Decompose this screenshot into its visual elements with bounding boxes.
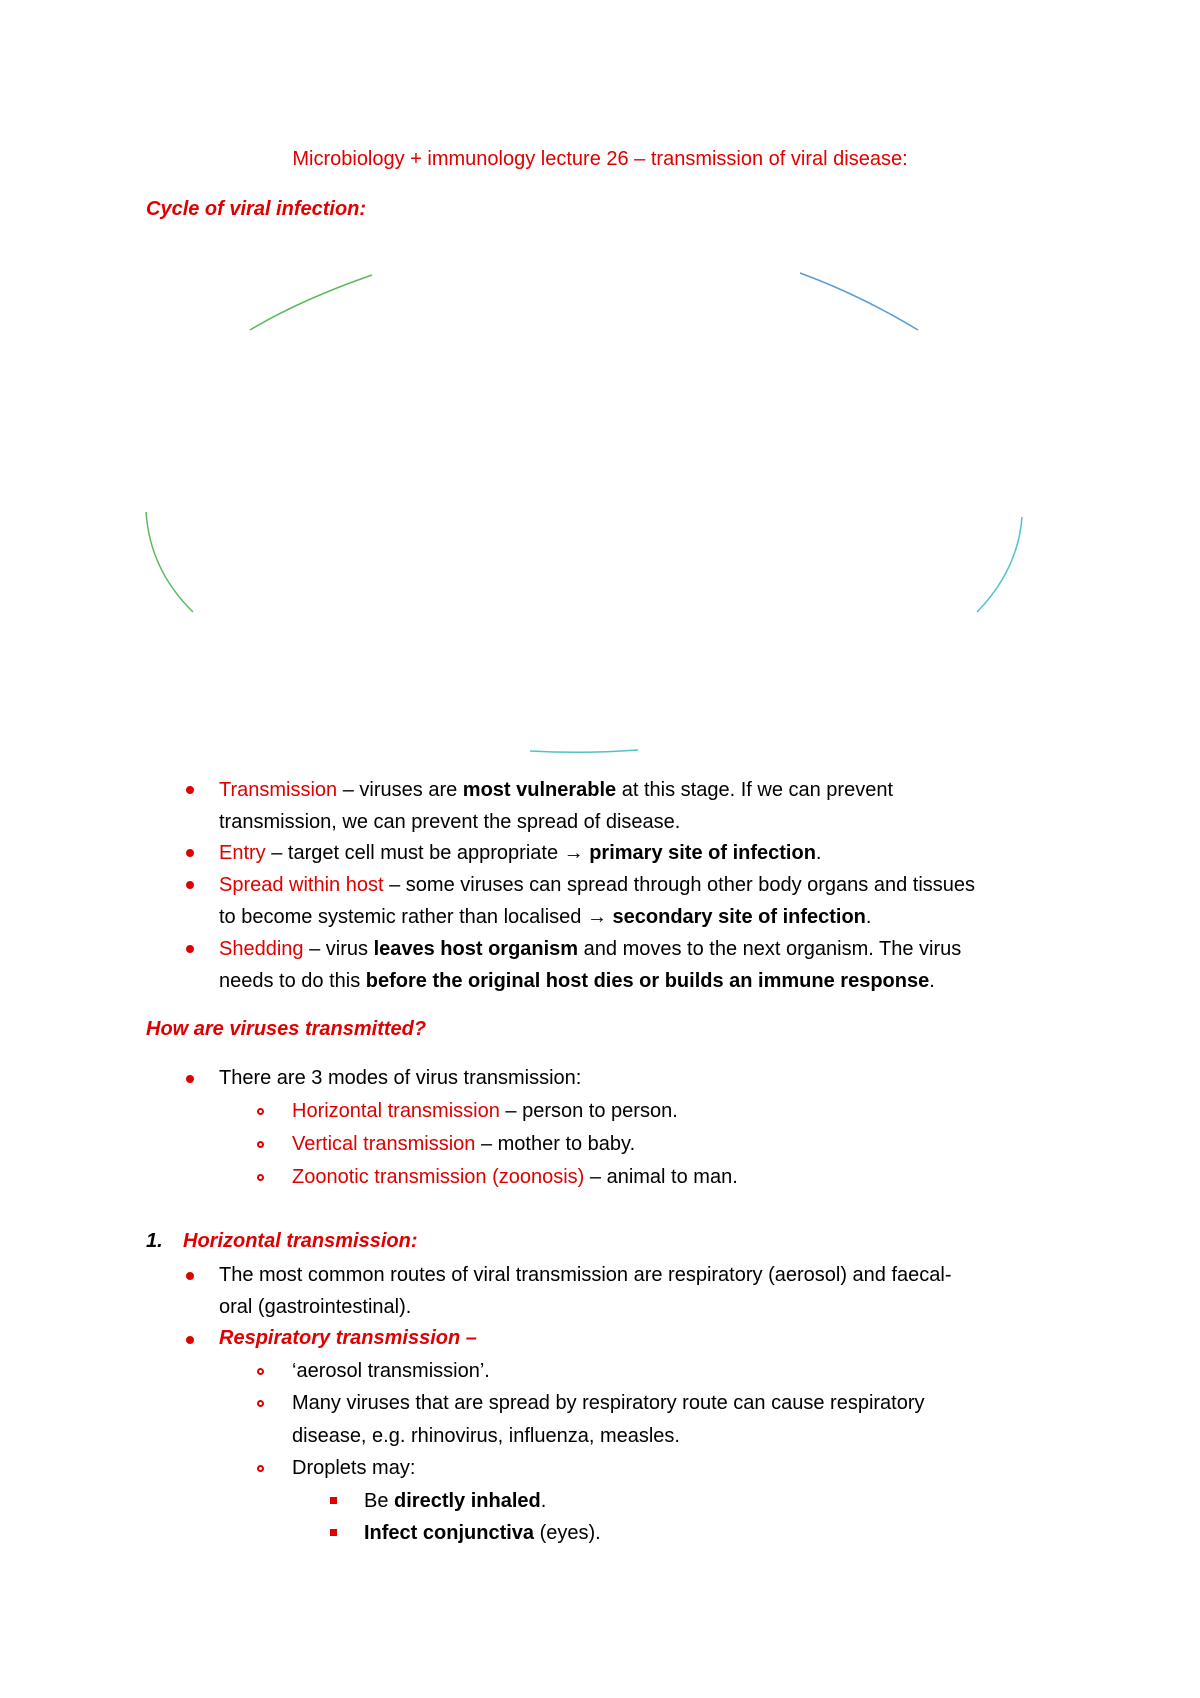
stage-bold: primary site of infection [583, 842, 816, 864]
mode-item [292, 1132, 635, 1156]
mode-item [292, 1099, 678, 1123]
stage-text: . [929, 970, 935, 992]
droplet-bold: directly inhaled [394, 1490, 541, 1512]
square-bullet-icon [330, 1529, 337, 1536]
mode-term: Zoonotic transmission (zoonosis) [292, 1166, 585, 1188]
circle-bullet-icon [257, 1108, 264, 1115]
stage-bold: before the original host dies or builds an immune response [365, 970, 930, 992]
arrow-icon: → [586, 906, 607, 928]
stage-term: Shedding [219, 938, 304, 960]
bullet-icon [186, 1272, 194, 1280]
circle-bullet-icon [257, 1465, 264, 1472]
stage-text: at this stage. If we can prevent [616, 779, 894, 801]
mode-term: Horizontal transmission [292, 1100, 500, 1122]
stage-bold: secondary site of infection [606, 906, 866, 928]
stage-entry [219, 841, 821, 865]
stage-term: Entry [219, 842, 266, 864]
bullet-icon [186, 1336, 194, 1344]
section-heading: Horizontal transmission: [183, 1230, 418, 1252]
droplet-text: Be [364, 1490, 395, 1512]
stage-text: needs to do this [219, 970, 366, 992]
stage-text: – target cell must be appropriate [265, 842, 564, 864]
respiratory-item: ‘aerosol transmission’. [292, 1360, 490, 1382]
cycle-arc-top-left [250, 275, 372, 330]
stage-bold: most vulnerable [462, 779, 617, 801]
mode-desc: – animal to man. [584, 1166, 738, 1188]
stage-transmission-cont: transmission, we can prevent the spread of disease. [219, 811, 681, 833]
arrow-icon: → [563, 842, 584, 864]
stage-text: . [815, 842, 822, 864]
droplet-text: . [540, 1490, 547, 1512]
circle-bullet-icon [257, 1400, 264, 1407]
stage-shedding [219, 937, 961, 961]
respiratory-item: Droplets may: [292, 1457, 416, 1479]
page-title: Microbiology + immunology lecture 26 – transmission of viral disease: [292, 148, 908, 170]
circle-bullet-icon [257, 1141, 264, 1148]
cycle-arc-bottom [530, 750, 638, 752]
cycle-arc-right [977, 517, 1022, 612]
section-number: 1. [146, 1230, 163, 1252]
stage-text: – viruses are [337, 779, 463, 801]
mode-desc: – mother to baby. [475, 1133, 636, 1155]
stage-text: and moves to the next organism. The virus [578, 938, 962, 960]
stage-spread-cont [219, 905, 871, 929]
stage-text: . [865, 906, 872, 928]
cycle-heading: Cycle of viral infection: [146, 198, 367, 220]
droplet-text: (eyes). [534, 1522, 601, 1544]
bullet-icon [186, 849, 194, 857]
modes-intro: There are 3 modes of virus transmission: [219, 1067, 582, 1089]
droplet-item [364, 1489, 546, 1513]
droplet-bold: Infect conjunctiva [364, 1522, 535, 1544]
bullet-icon [186, 786, 194, 794]
stage-term: Spread within host [219, 874, 384, 896]
common-routes-cont: oral (gastrointestinal). [219, 1296, 412, 1318]
stage-shedding-cont [219, 969, 935, 993]
cycle-arc-top-right [800, 273, 918, 330]
cycle-diagram [0, 0, 1200, 780]
respiratory-item: Many viruses that are spread by respiratory route can cause respiratory [292, 1392, 925, 1414]
circle-bullet-icon [257, 1174, 264, 1181]
common-routes: The most common routes of viral transmission are respiratory (aerosol) and faecal- [219, 1264, 952, 1286]
bullet-icon [186, 1075, 194, 1083]
stage-bold: leaves host organism [373, 938, 579, 960]
droplet-item [364, 1521, 601, 1545]
stage-transmission [219, 778, 893, 802]
mode-desc: – person to person. [499, 1100, 678, 1122]
circle-bullet-icon [257, 1368, 264, 1375]
bullet-icon [186, 945, 194, 953]
respiratory-item-cont: disease, e.g. rhinovirus, influenza, measles. [292, 1425, 680, 1447]
stage-term: Transmission [219, 779, 338, 801]
cycle-arc-left [146, 512, 193, 612]
bullet-icon [186, 881, 194, 889]
stage-text: – some viruses can spread through other body organs and tissues [383, 874, 976, 896]
stage-text: – virus [303, 938, 374, 960]
mode-item [292, 1165, 738, 1189]
square-bullet-icon [330, 1497, 337, 1504]
stage-text: to become systemic rather than localised [219, 906, 587, 928]
how-heading: How are viruses transmitted? [146, 1018, 427, 1040]
mode-term: Vertical transmission [292, 1133, 476, 1155]
stage-spread [219, 873, 975, 897]
respiratory-heading: Respiratory transmission – [219, 1327, 477, 1349]
